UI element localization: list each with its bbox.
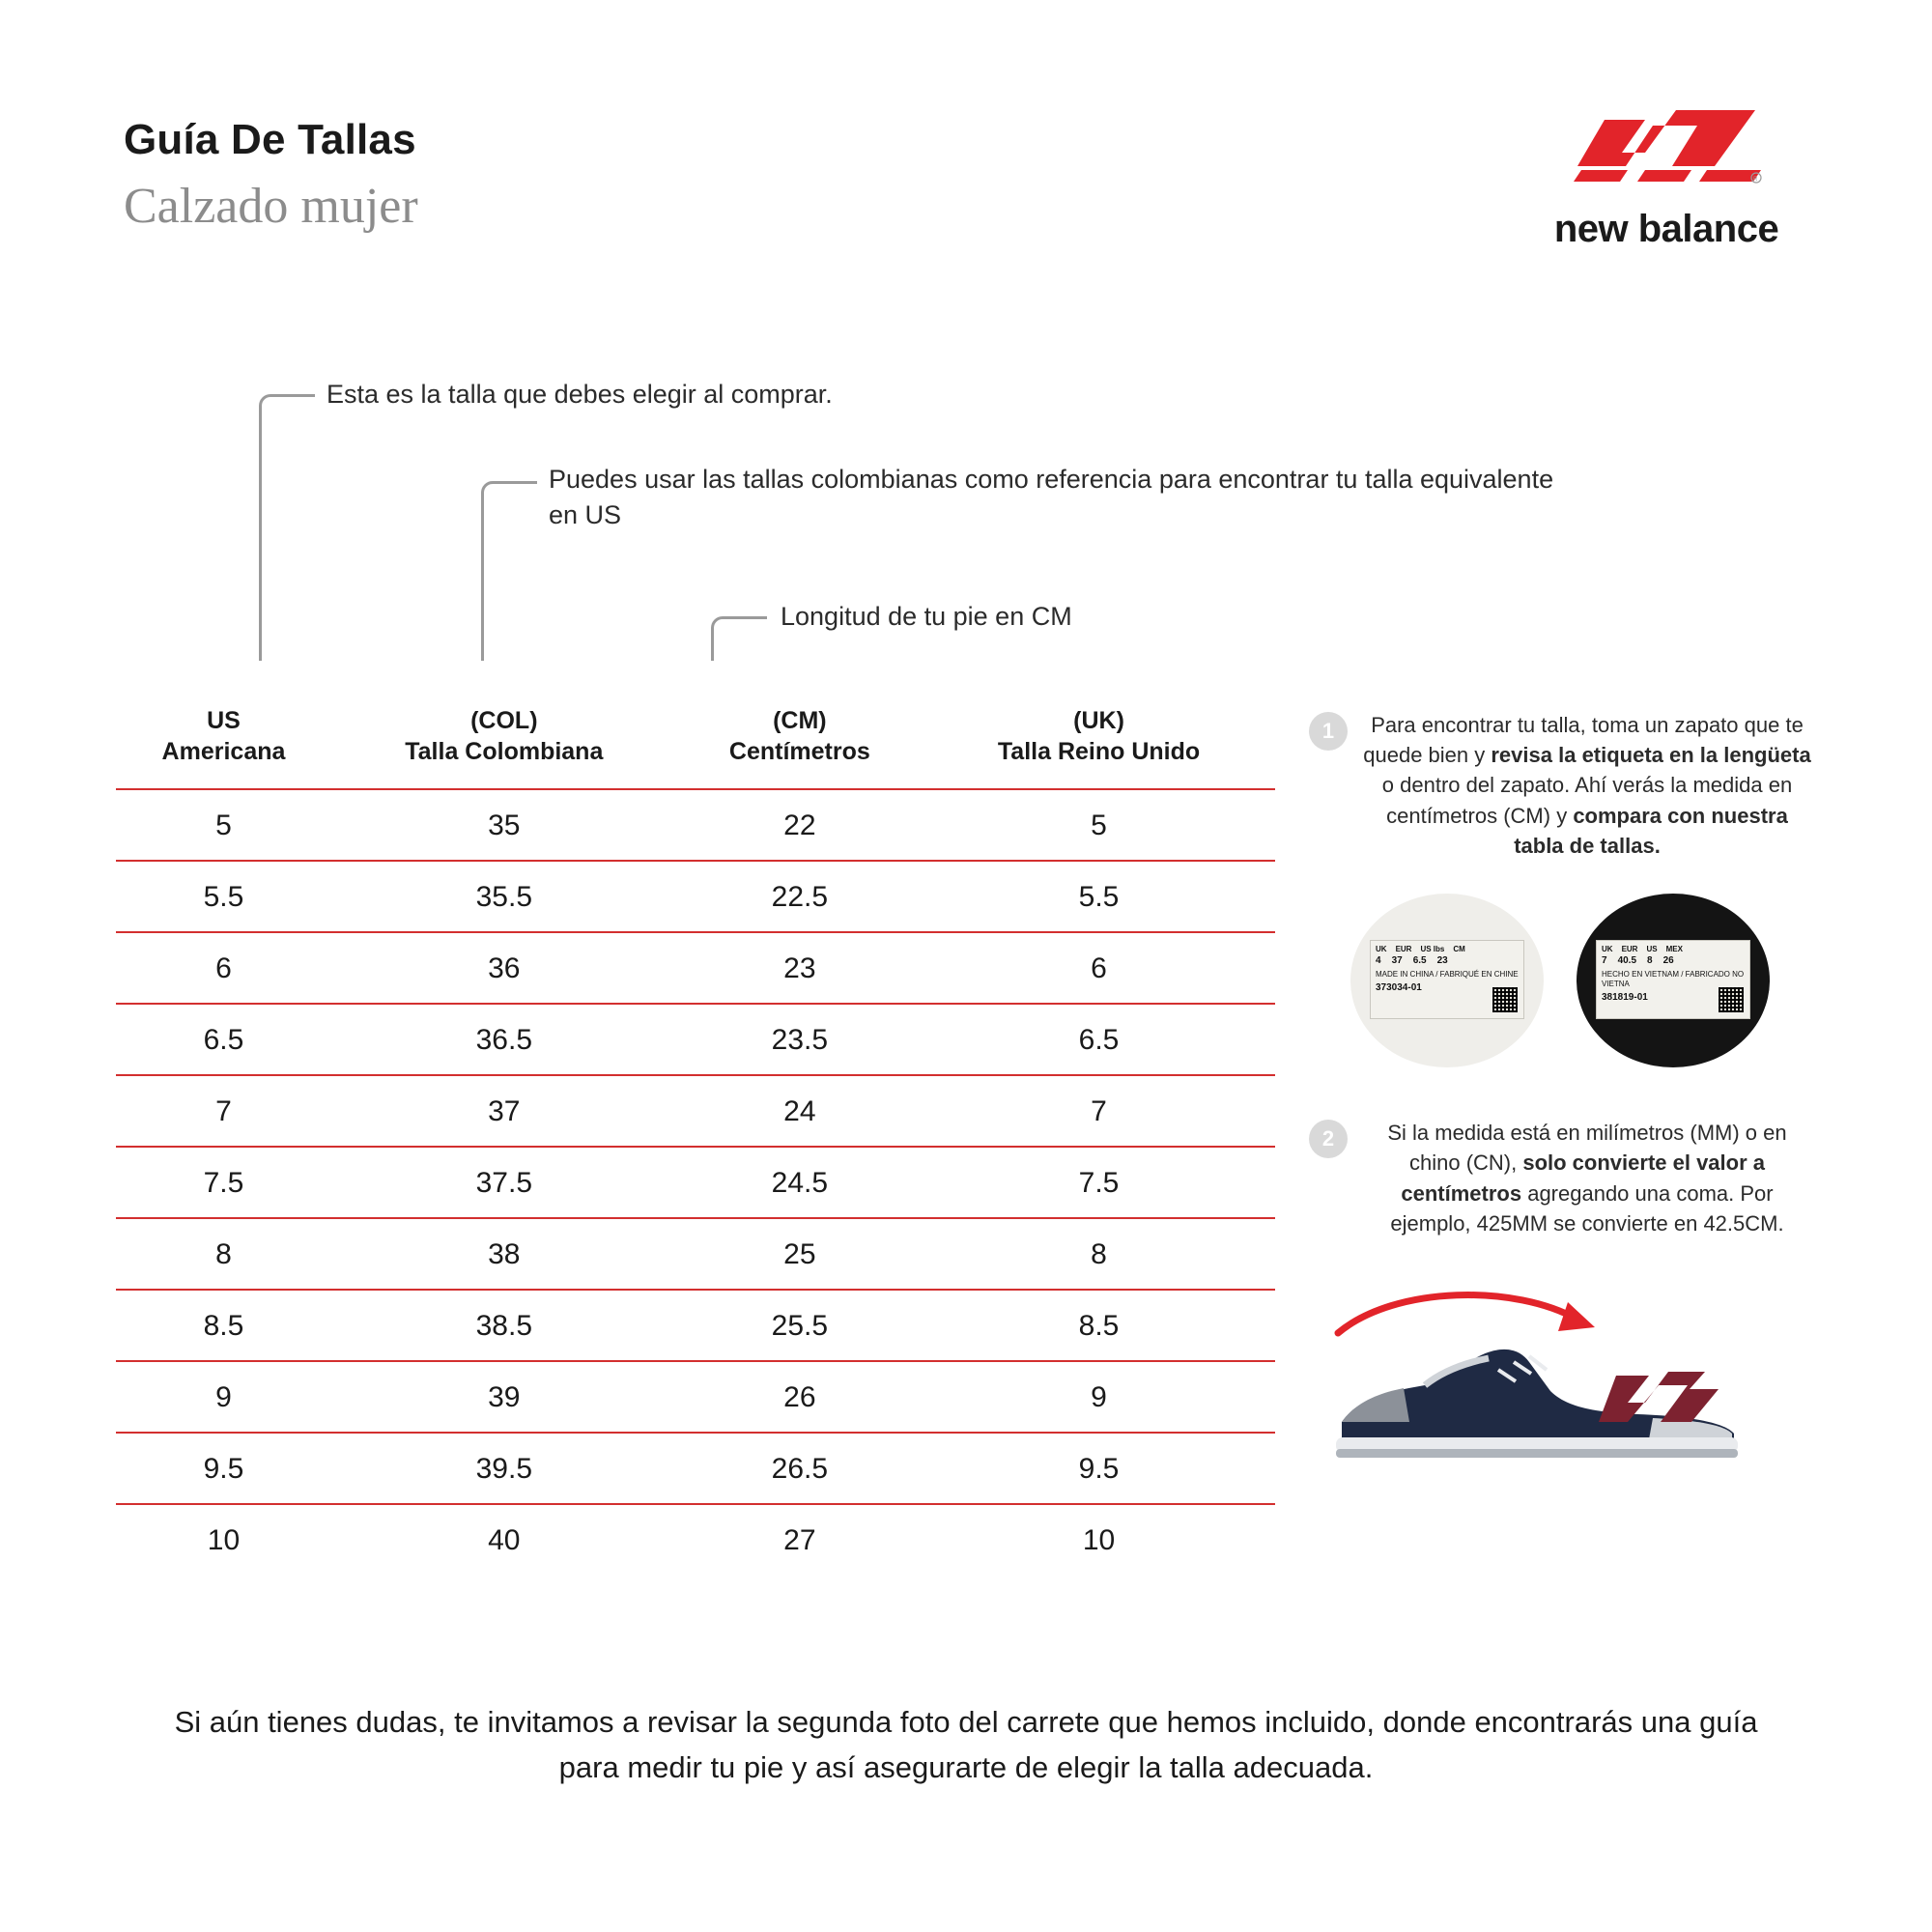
cell-col: 40 [488, 1524, 521, 1556]
note-1-part-1: Para encontrar tu talla, toma un zapato que te quede bien y [1363, 713, 1804, 768]
cell-col: 37.5 [331, 1147, 677, 1218]
callout-leader-line-1 [259, 394, 315, 661]
cell-cm: 23 [677, 932, 923, 1004]
cell-uk: 6 [923, 932, 1275, 1004]
shoe-tongue-label-dark-photo [1577, 894, 1770, 1067]
new-balance-n-logo-icon [1570, 106, 1763, 198]
table-row [116, 1504, 1275, 1575]
table-row [116, 1147, 1275, 1218]
cell-uk: 7 [923, 1075, 1275, 1147]
cell-cm: 27 [783, 1524, 816, 1556]
cell-us: 7 [116, 1075, 331, 1147]
table-row [116, 1361, 1275, 1433]
cell-cm: 23.5 [677, 1004, 923, 1075]
column-header-us: US Americana [116, 705, 331, 789]
table-row [116, 861, 1275, 932]
label-photos [1309, 894, 1811, 1067]
cell-us: 6 [116, 932, 331, 1004]
size-conversion-table [116, 705, 1275, 1575]
table-header-row [116, 705, 1275, 789]
table-row [116, 1218, 1275, 1290]
shoe-illustration [1309, 1277, 1811, 1499]
note-2-part-3: agregando una coma. Por ejemplo, 425MM se convierte en 42.5CM. [1390, 1180, 1784, 1236]
size-label-tag: UK EUR US lbs CM 4 37 6.5 23 MADE IN CHINA / FABRIQUÉ EN CHINE 373034-01 [1370, 940, 1524, 1019]
step-badge-2: 2 [1309, 1120, 1348, 1158]
instructions-panel [1309, 710, 1811, 1499]
cell-col: 36.5 [331, 1004, 677, 1075]
note-2-part-1: Si la medida está en milímetros (MM) o en chino (CN), [1387, 1121, 1787, 1176]
cell-us: 5 [116, 789, 331, 861]
cell-us: 10 [207, 1524, 241, 1556]
callout-us-size: Esta es la talla que debes elegir al comprar. [327, 380, 833, 409]
cell-col: 39 [331, 1361, 677, 1433]
cell-uk: 10 [1082, 1524, 1116, 1556]
cell-uk: 7.5 [923, 1147, 1275, 1218]
cell-us: 7.5 [116, 1147, 331, 1218]
note-1-part-3: o dentro del zapato. Ahí verás la medida en centímetros (CM) y [1381, 773, 1793, 828]
cell-cm: 26.5 [677, 1433, 923, 1504]
cell-col: 39.5 [331, 1433, 677, 1504]
cell-col: 35 [331, 789, 677, 861]
cell-us: 9.5 [116, 1433, 331, 1504]
note-1-part-2: revisa la etiqueta en la lengüeta [1491, 743, 1811, 768]
instruction-note-2 [1309, 1118, 1811, 1238]
cell-uk: 6.5 [923, 1004, 1275, 1075]
cell-us: 5.5 [116, 861, 331, 932]
cell-cm: 22.5 [677, 861, 923, 932]
cell-col: 36 [331, 932, 677, 1004]
instruction-note-1 [1309, 710, 1811, 861]
cell-cm: 24.5 [677, 1147, 923, 1218]
column-header-col: (COL) Talla Colombiana [331, 705, 677, 789]
footer-note: Si aún tienes dudas, te invitamos a revisar la segunda foto del carrete que hemos incluido, donde encontrarás una guía para medir tu pie y así asegurarte de elegir la talla adecuada. [174, 1705, 1758, 1784]
callout-col-size: Puedes usar las tallas colombianas como referencia para encontrar tu talla equivalente en US [549, 465, 1554, 530]
column-header-cm: (CM) Centímetros [677, 705, 923, 789]
table-row [116, 789, 1275, 861]
cell-cm: 25.5 [677, 1290, 923, 1361]
callout-leader-line-3 [711, 616, 767, 661]
step-badge-1: 1 [1309, 712, 1348, 751]
column-header-uk: (UK) Talla Reino Unido [923, 705, 1275, 789]
cell-col: 38 [331, 1218, 677, 1290]
brand-logo [1526, 106, 1806, 251]
size-label-tag: UK EUR US MEX 7 40.5 8 26 HECHO EN VIETNAM / FABRICADO NO VIETNA 381819-01 [1596, 940, 1750, 1019]
table-row [116, 1433, 1275, 1504]
qr-code-icon [1719, 987, 1744, 1012]
table-row [116, 932, 1275, 1004]
page-subtitle: Calzado mujer [124, 179, 418, 234]
cell-uk: 5 [923, 789, 1275, 861]
cell-col: 35.5 [331, 861, 677, 932]
cell-uk: 5.5 [923, 861, 1275, 932]
brand-name: new balance [1553, 208, 1779, 250]
cell-us: 8.5 [116, 1290, 331, 1361]
cell-cm: 22 [677, 789, 923, 861]
table-row [116, 1075, 1275, 1147]
cell-cm: 26 [677, 1361, 923, 1433]
qr-code-icon [1492, 987, 1518, 1012]
cell-uk: 9.5 [923, 1433, 1275, 1504]
cell-uk: 8 [923, 1218, 1275, 1290]
callout-cm-length: Longitud de tu pie en CM [781, 602, 1072, 631]
callout-leader-line-2 [481, 481, 537, 661]
table-row [116, 1004, 1275, 1075]
cell-col: 38.5 [331, 1290, 677, 1361]
cell-us: 6.5 [116, 1004, 331, 1075]
note-1-part-4: compara con nuestra tabla de tallas. [1514, 803, 1788, 858]
note-2-part-2: solo convierte el valor a centímetros [1401, 1151, 1766, 1206]
cell-uk: 8.5 [923, 1290, 1275, 1361]
cell-us: 9 [116, 1361, 331, 1433]
svg-text:R: R [1753, 177, 1758, 183]
page-title: Guía De Tallas [124, 116, 416, 163]
cell-col: 37 [331, 1075, 677, 1147]
cell-cm: 24 [677, 1075, 923, 1147]
cell-cm: 25 [677, 1218, 923, 1290]
cell-uk: 9 [923, 1361, 1275, 1433]
shoe-tongue-label-light-photo [1350, 894, 1544, 1067]
cell-us: 8 [116, 1218, 331, 1290]
table-row [116, 1290, 1275, 1361]
